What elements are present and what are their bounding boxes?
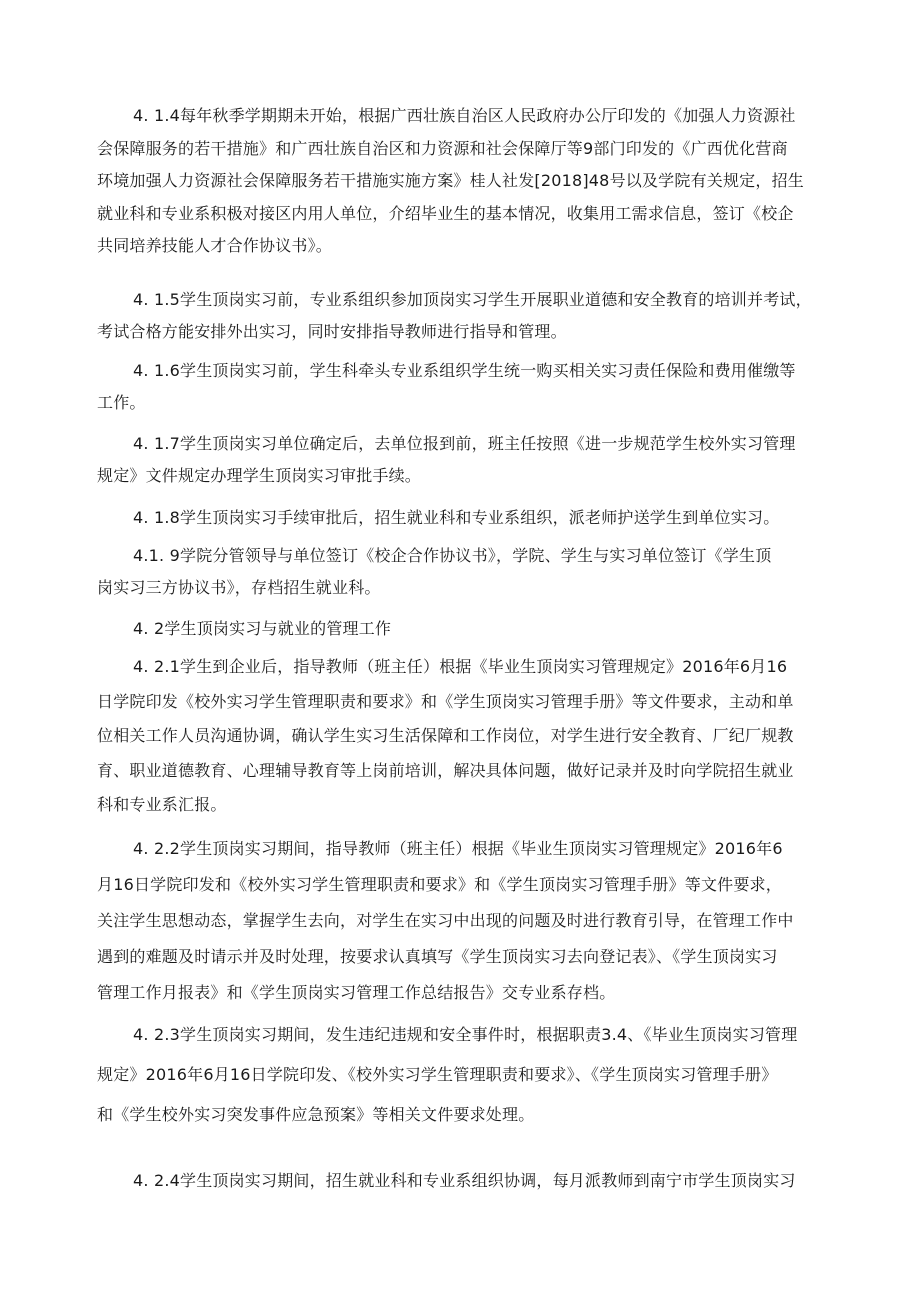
text-line: 共同培养技能人才合作协议书》。 (97, 236, 333, 255)
text-line: 规定》文件规定办理学生顶岗实习审批手续。 (97, 466, 422, 485)
paragraph-4-1-9 (97, 540, 827, 604)
paragraph-4-2-2 (97, 831, 827, 1011)
text-line: 4. 2.4学生顶岗实习期间，招生就业科和专业系组织协调，每月派教师到南宁市学生顶岗实习 (133, 1171, 796, 1190)
paragraph-4-2-1 (97, 650, 827, 823)
text-line: 环境加强人力资源社会保障服务若干措施实施方案》桂人社发[2018]48号以及学院有关规定，招生 (97, 171, 804, 190)
text-line: 4. 2.1学生到企业后，指导教师（班主任）根据《毕业生顶岗实习管理规定》2016年6月16 (133, 657, 788, 676)
text-line: 4. 2学生顶岗实习与就业的管理工作 (133, 619, 392, 638)
text-line: 工作。 (97, 393, 146, 412)
text-line: 4.1. 9学院分管领导与单位签订《校企合作协议书》，学院、学生与实习单位签订《学生顶 (133, 546, 772, 565)
text-line: 4. 2.3学生顶岗实习期间，发生违纪违规和安全事件时，根据职责3.4、《毕业生顶岗实习管理 (133, 1025, 798, 1044)
text-line: 规定》2016年6月16日学院印发、《校外实习学生管理职责和要求》、《学生顶岗实习管理手册》 (97, 1065, 778, 1084)
text-line: 管理工作月报表》和《学生顶岗实习管理工作总结报告》交专业系存档。 (97, 983, 616, 1002)
text-line: 考试合格方能安排外出实习，同时安排指导教师进行指导和管理。 (97, 322, 567, 341)
text-line: 和《学生校外实习突发事件应急预案》等相关文件要求处理。 (97, 1105, 535, 1124)
text-line: 岗实习三方协议书》，存档招生就业科。 (97, 578, 381, 597)
text-line: 会保障服务的若干措施》和广西壮族自治区和力资源和社会保障厅等9部门印发的《广西优化营商 (97, 138, 788, 158)
paragraph-4-2-3 (97, 1015, 827, 1135)
text-line: 4. 2.2学生顶岗实习期间，指导教师（班主任）根据《毕业生顶岗实习管理规定》2016年6 (133, 839, 783, 858)
text-line: 月16日学院印发和《校外实习学生管理职责和要求》和《学生顶岗实习管理手册》等文件要求， (97, 875, 782, 894)
text-line: 位相关工作人员沟通协调，确认学生实习生活保障和工作岗位，对学生进行安全教育、厂纪厂规教 (97, 726, 794, 745)
paragraph-4-1-6 (97, 355, 827, 419)
paragraph-4-1-8 (97, 502, 827, 534)
text-line: 4. 1.5学生顶岗实习前，专业系组织参加顶岗实习学生开展职业道德和安全教育的培训并考试， (133, 290, 812, 309)
text-line: 育、职业道德教育、心理辅导教育等上岗前培训，解决具体问题，做好记录并及时向学院招生就业 (97, 760, 794, 780)
paragraph-4-1-4 (97, 100, 827, 263)
text-line: 就业科和专业系积极对接区内用人单位，介绍毕业生的基本情况，收集用工需求信息，签订《校企 (97, 203, 794, 223)
text-line: 4. 1.6学生顶岗实习前，学生科牵头专业系组织学生统一购买相关实习责任保险和费用催缴等 (133, 361, 796, 380)
text-line: 4. 1.7学生顶岗实习单位确定后，去单位报到前，班主任按照《进一步规范学生校外实习管理 (133, 434, 796, 453)
text-line: 关注学生思想动态，掌握学生去向，对学生在实习中出现的问题及时进行教育引导，在管理工作中 (97, 911, 794, 930)
paragraph-4-2-4 (97, 1165, 827, 1197)
paragraph-4-1-5 (97, 284, 827, 348)
section-heading-4-2 (97, 613, 827, 645)
text-line: 4. 1.4每年秋季学期期未开始，根据广西壮族自治区人民政府办公厅印发的《加强人力资源社 (133, 106, 796, 125)
text-line: 科和专业系汇报。 (97, 795, 227, 814)
paragraph-4-1-7 (97, 428, 827, 492)
text-line: 4. 1.8学生顶岗实习手续审批后，招生就业科和专业系组织，派老师护送学生到单位实习。 (133, 508, 780, 527)
text-line: 日学院印发《校外实习学生管理职责和要求》和《学生顶岗实习管理手册》等文件要求，主动和单 (97, 691, 794, 711)
text-line: 遇到的难题及时请示并及时处理，按要求认真填写《学生顶岗实习去向登记表》、《学生顶岗实习 (97, 947, 778, 966)
